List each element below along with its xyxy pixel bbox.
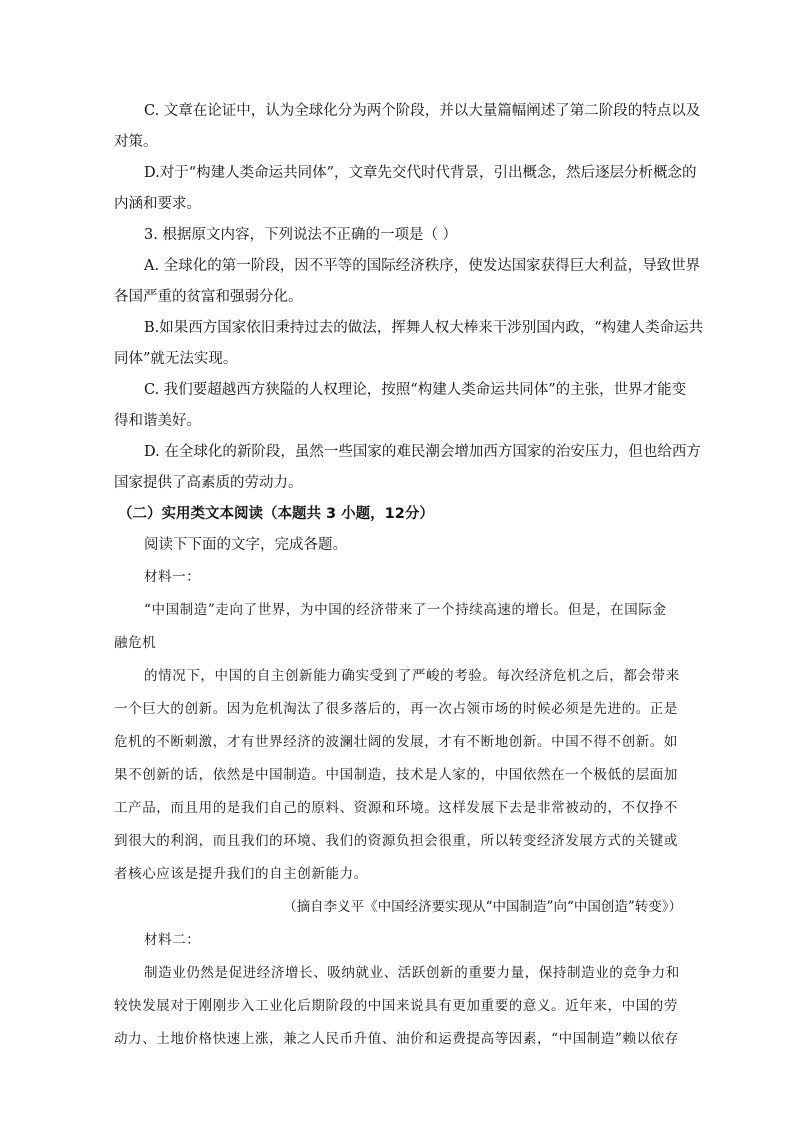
material-1-label: 材料一： <box>144 569 201 585</box>
option-c-q2-line2: 对策。 <box>114 134 158 150</box>
option-d-q3-line2: 国家提供了高素质的劳动力。 <box>114 475 303 491</box>
material-2-label: 材料二： <box>144 932 201 948</box>
material-1-line: 到很大的利润，而且我们的环境、我们的资源负担会很重，所以转变经济发展方式的关键或 <box>114 833 678 849</box>
material-1-source: （摘自李义平《中国经济要实现从“中国制造”向“中国创造”转变》） <box>283 899 682 915</box>
option-c-q3-line1: C. 我们要超越西方狭隘的人权理论，按照“构建人类命运共同体”的主张，世界才能变 <box>144 382 687 398</box>
option-b-q3-line2: 同体”就无法实现。 <box>114 351 238 367</box>
material-2-line: 动力、土地价格快速上涨，兼之人民币升值、油价和运费提高等因素，“中国制造”赖以依存 <box>114 1031 679 1047</box>
section-instruction: 阅读下下面的文字，完成各题。 <box>144 537 347 553</box>
material-1-line: 融危机 <box>114 635 157 651</box>
option-b-q3-line1: B.如果西方国家依旧秉持过去的做法，挥舞人权大棒来干涉别国内政，“构建人类命运共 <box>144 320 704 336</box>
material-1-line: 者核心应该是提升我们的自主创新能力。 <box>114 866 368 882</box>
material-1-line: 一个巨大的创新。因为危机淘汰了很多落后的，再一次占领市场的时候必须是先进的。正是 <box>114 701 678 717</box>
material-1-line: 果不创新的话，依然是中国制造。中国制造，技术是人家的，中国依然在一个极低的层面加 <box>114 767 678 783</box>
section-title: （二）实用类文本阅读（本题共 3 小题，12分） <box>118 506 434 522</box>
option-c-q2-line1: C. 文章在论证中，认为全球化分为两个阶段，并以大量篇幅阐述了第二阶段的特点以及 <box>144 103 701 119</box>
material-2-line: 较快发展对于刚刚步入工业化后期阶段的中国来说具有更加重要的意义。近年来，中国的劳 <box>114 998 678 1014</box>
material-1-line: 工产品，而且用的是我们自己的原料、资源和环境。这样发展下去是非常被动的，不仅挣不 <box>114 800 678 816</box>
material-1-line: 的情况下，中国的自主创新能力确实受到了严峻的考验。每次经济危机之后，都会带来 <box>144 668 680 684</box>
option-a-q3-line2: 各国严重的贫富和强弱分化。 <box>114 289 303 305</box>
option-c-q3-line2: 得和谐美好。 <box>114 413 201 429</box>
document-page <box>114 96 704 1056</box>
option-a-q3-line1: A. 全球化的第一阶段，因不平等的国际经济秩序，使发达国家获得巨大利益，导致世界 <box>144 258 701 274</box>
option-d-q2-line1: D.对于“构建人类命运共同体”，文章先交代时代背景，引出概念，然后逐层分析概念的 <box>144 165 697 181</box>
material-2-line: 制造业仍然是促进经济增长、吸纳就业、活跃创新的重要力量，保持制造业的竞争力和 <box>144 965 680 981</box>
option-d-q3-line1: D. 在全球化的新阶段，虽然一些国家的难民潮会增加西方国家的治安压力，但也给西方 <box>144 444 701 460</box>
material-1-line: 危机的不断刺激，才有世界经济的波澜壮阔的发展，才有不断地创新。中国不得不创新。如 <box>114 734 678 750</box>
option-d-q2-line2: 内涵和要求。 <box>114 196 201 212</box>
question-3-stem: 3. 根据原文内容，下列说法不正确的一项是（ ） <box>144 227 458 243</box>
material-1-line: “中国制造”走向了世界，为中国的经济带来了一个持续高速的增长。但是，在国际金 <box>144 602 667 618</box>
